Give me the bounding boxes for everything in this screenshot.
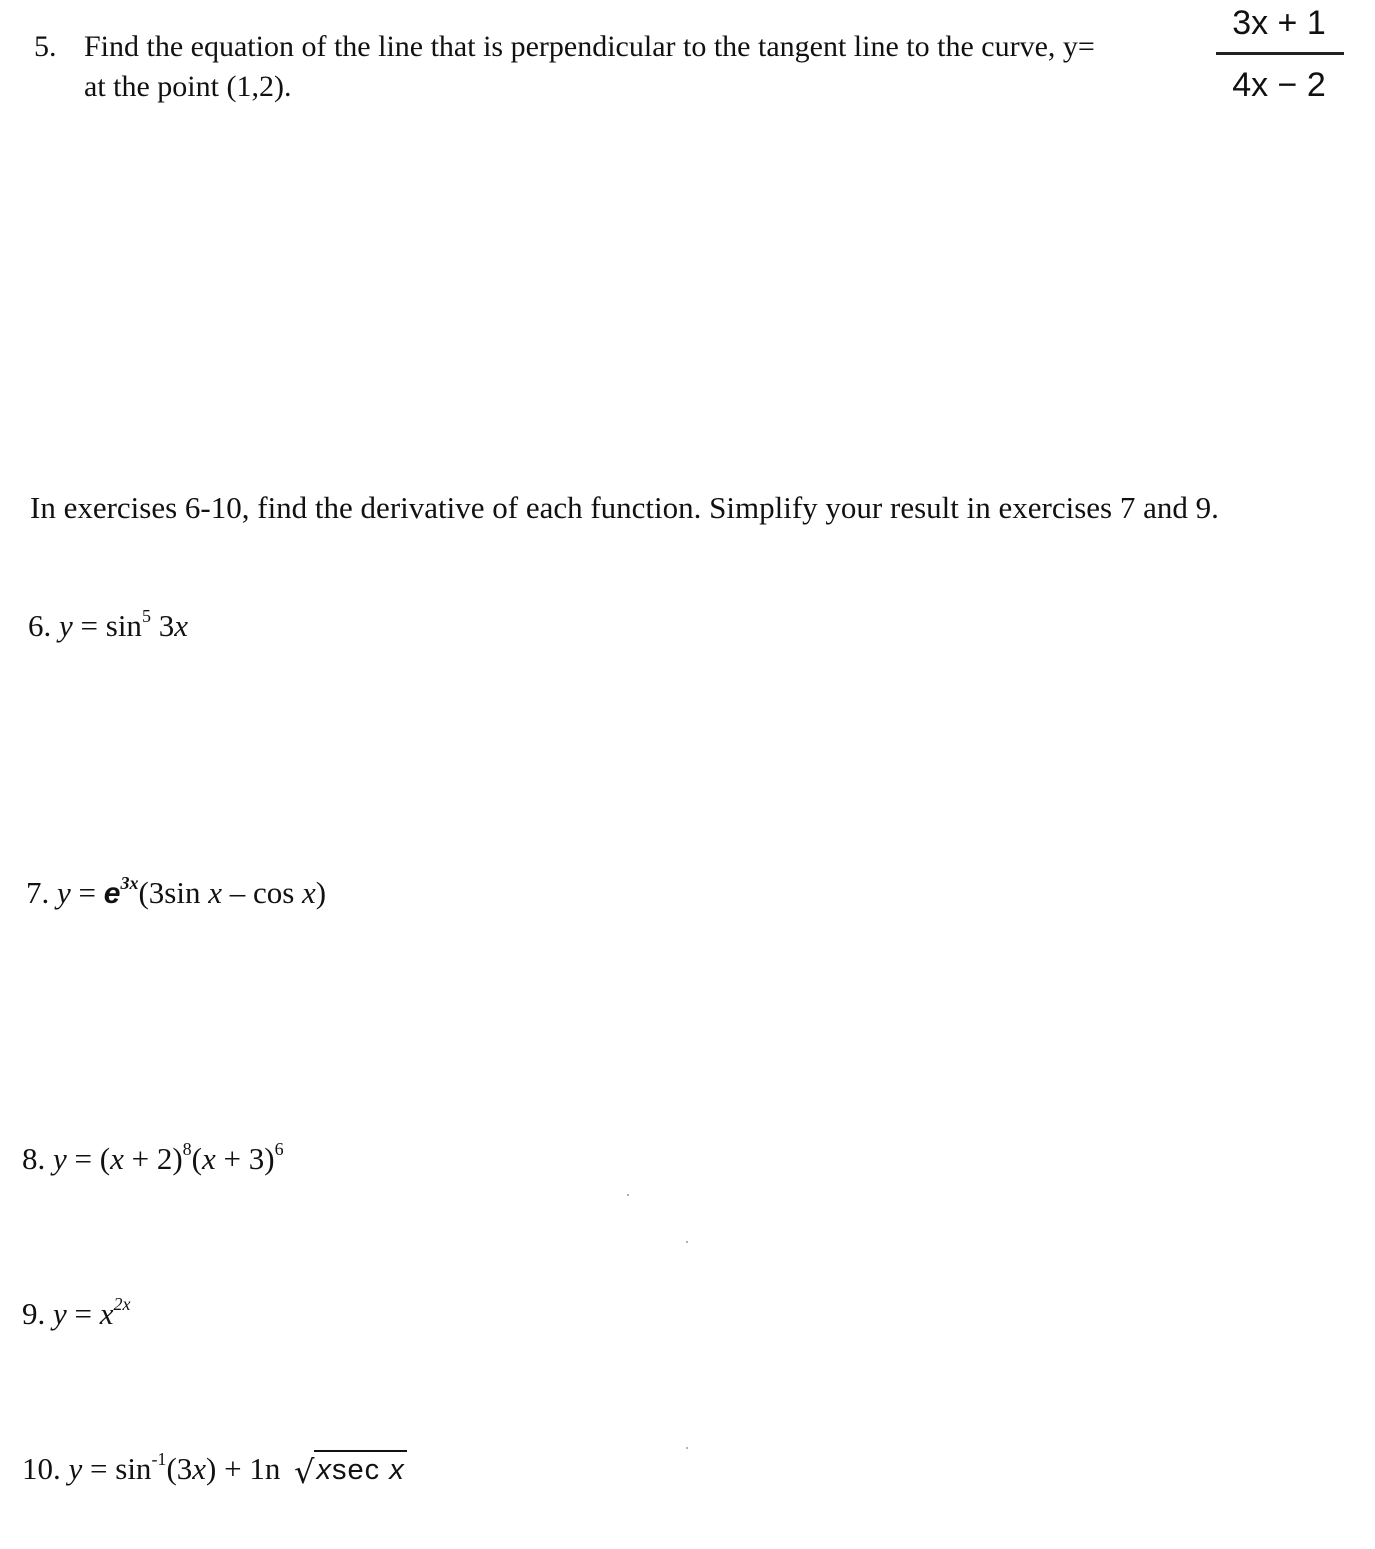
- fraction-bar: [1216, 52, 1344, 55]
- equation-part: + 3): [215, 1141, 275, 1176]
- problem-5-text-continued: at the point (1,2).: [84, 70, 292, 103]
- equation-part: (: [191, 1141, 202, 1176]
- fraction-numerator: 3x + 1: [1232, 4, 1326, 42]
- exponent: 6: [274, 1139, 284, 1159]
- scan-speck: [686, 1447, 688, 1449]
- exercise-number: 9.: [22, 1296, 46, 1331]
- exponent: 3x: [120, 873, 139, 893]
- equation-part: – cos: [221, 875, 303, 910]
- variable-y: y: [53, 1296, 67, 1331]
- equation-part: 3: [150, 608, 175, 643]
- variable-x: x: [389, 1454, 405, 1486]
- equation-part: =: [66, 1296, 100, 1331]
- variable-y: y: [68, 1451, 83, 1486]
- scan-speck: [686, 1241, 688, 1243]
- exercise-number: 8.: [22, 1141, 46, 1176]
- problem-5-fraction: [1212, 2, 1346, 112]
- exercise-9: [22, 1296, 131, 1332]
- square-root: [294, 1450, 407, 1491]
- equation-part: = (: [66, 1141, 111, 1176]
- equation-part: =: [70, 875, 104, 910]
- exercise-6: [28, 608, 188, 644]
- scan-speck: [627, 1194, 629, 1196]
- equation-part: + 2): [123, 1141, 183, 1176]
- variable-x: x: [99, 1296, 114, 1331]
- exponent: 8: [182, 1139, 192, 1159]
- variable-x: x: [110, 1141, 124, 1176]
- exercise-number: 6.: [28, 608, 52, 643]
- variable-x: x: [201, 1141, 216, 1176]
- exercise-7: [26, 875, 326, 911]
- fraction-denominator: 4x − 2: [1232, 66, 1326, 104]
- equation-part: (3sin: [138, 875, 209, 910]
- exponential-base: e: [103, 877, 121, 910]
- exercise-number: 10.: [22, 1451, 61, 1486]
- variable-x: x: [192, 1451, 207, 1486]
- variable-x: x: [316, 1454, 332, 1486]
- equation-part: = sin: [82, 1451, 152, 1486]
- exercise-number: 7.: [26, 875, 50, 910]
- equation-part: (3: [166, 1451, 193, 1486]
- sec-function: sec: [331, 1454, 381, 1486]
- variable-x: x: [208, 875, 222, 910]
- equation-part: ) + 1n: [206, 1451, 289, 1486]
- radicand: [314, 1450, 406, 1487]
- variable-x: x: [174, 608, 188, 643]
- exponent: 5: [141, 606, 151, 626]
- equation-part: = sin: [72, 608, 142, 643]
- exponent: 2x: [113, 1294, 131, 1314]
- exercise-instructions: In exercises 6-10, find the derivative of each function. Simplify your result in exercises 7 and 9.: [30, 490, 1219, 525]
- equation-part: ): [315, 875, 327, 910]
- variable-y: y: [57, 875, 71, 910]
- exponent: -1: [151, 1449, 167, 1469]
- radical-sign: √: [294, 1453, 315, 1491]
- problem-5-text: Find the equation of the line that is perpendicular to the tangent line to the curve, y=: [84, 30, 1095, 63]
- problem-5-number: 5.: [34, 30, 57, 63]
- exercise-10: [22, 1450, 407, 1491]
- variable-x: x: [302, 875, 316, 910]
- variable-y: y: [53, 1141, 67, 1176]
- variable-y: y: [59, 608, 73, 643]
- exercise-8: [22, 1141, 284, 1177]
